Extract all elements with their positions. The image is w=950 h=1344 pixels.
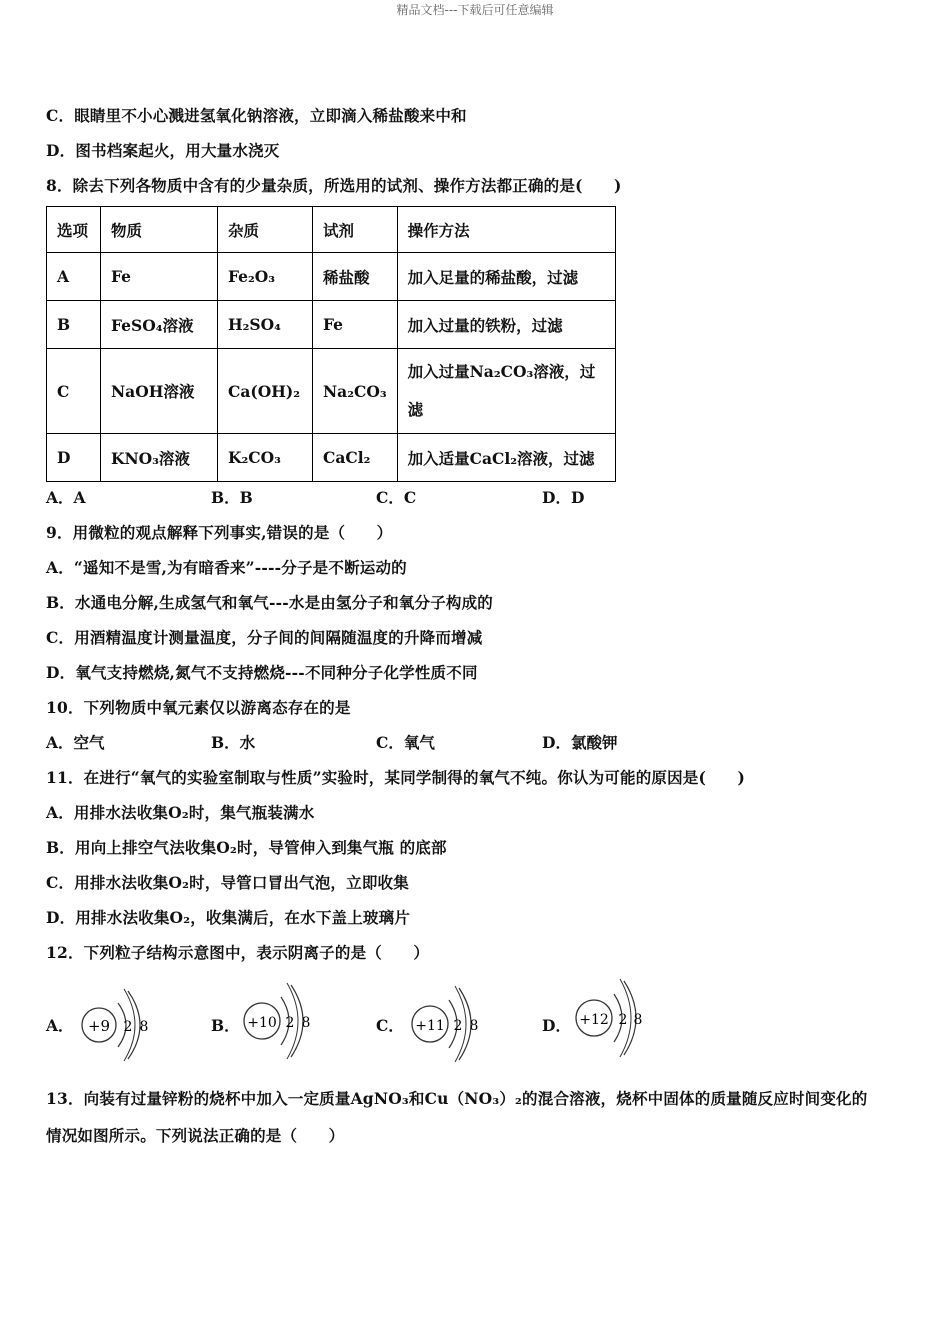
method-line: 滤 bbox=[407, 400, 424, 419]
q10-choice-b: B．水 bbox=[211, 733, 256, 752]
q9-stem: 9．用微粒的观点解释下列事实,错误的是（ ） bbox=[46, 523, 393, 542]
shell-electron-count: 2 bbox=[618, 1012, 628, 1028]
table-row bbox=[47, 301, 616, 349]
q9-option-b: B．水通电分解,生成氢气和氧气---水是由氢分子和氧分子构成的 bbox=[46, 593, 493, 612]
q12-choice-d-label: D． bbox=[542, 1016, 571, 1035]
q12-atom-diagram-c bbox=[409, 975, 489, 1067]
table-cell: Fe bbox=[313, 301, 398, 349]
q12-choice-b-label: B． bbox=[211, 1016, 240, 1035]
table-header-cell: 选项 bbox=[47, 207, 101, 253]
table-cell bbox=[397, 349, 615, 434]
table-cell: 加入足量的稀盐酸，过滤 bbox=[397, 253, 615, 301]
table-cell: NaOH溶液 bbox=[101, 349, 218, 434]
table-cell: Fe₂O₃ bbox=[218, 253, 313, 301]
nucleus-charge: +10 bbox=[247, 1015, 277, 1031]
table-cell: Ca(OH)₂ bbox=[218, 349, 313, 434]
table-header-row bbox=[47, 207, 616, 253]
q10-stem: 10．下列物质中氧元素仅以游离态存在的是 bbox=[46, 698, 351, 717]
q11-option-a: A．用排水法收集O₂时，集气瓶装满水 bbox=[46, 803, 315, 822]
table-header-cell: 物质 bbox=[101, 207, 218, 253]
q9-option-d: D．氧气支持燃烧,氮气不支持燃烧---不同种分子化学性质不同 bbox=[46, 663, 478, 682]
table-cell: Na₂CO₃ bbox=[313, 349, 398, 434]
table-cell: Fe bbox=[101, 253, 218, 301]
table-cell: 加入过量的铁粉，过滤 bbox=[397, 301, 615, 349]
table-row bbox=[47, 349, 616, 434]
nucleus-charge: +9 bbox=[87, 1017, 111, 1035]
shell-electron-count: 2 bbox=[453, 1018, 463, 1034]
q8-choice-d: D．D bbox=[542, 488, 585, 507]
q10-choice-c: C．氧气 bbox=[376, 733, 435, 752]
q8-choice-b: B．B bbox=[211, 488, 253, 507]
q12-choice-c-label: C． bbox=[376, 1016, 404, 1035]
table-cell: 稀盐酸 bbox=[313, 253, 398, 301]
shell-electron-count: 2 bbox=[123, 1019, 133, 1035]
shell-electron-count: 8 bbox=[139, 1019, 149, 1035]
q12-stem: 12．下列粒子结构示意图中，表示阴离子的是（ ） bbox=[46, 943, 430, 962]
q8-stem: 8．除去下列各物质中含有的少量杂质，所选用的试剂、操作方法都正确的是( ) bbox=[46, 176, 622, 195]
q12-atom-diagram-d bbox=[574, 975, 654, 1067]
q11-option-b: B．用向上排空气法收集O₂时，导管伸入到集气瓶 的底部 bbox=[46, 838, 447, 857]
table-cell: D bbox=[47, 434, 101, 482]
q7-option-c: C．眼睛里不小心溅进氢氧化钠溶液，立即滴入稀盐酸来中和 bbox=[46, 106, 467, 125]
nucleus-charge: +11 bbox=[415, 1018, 445, 1034]
q8-options-table bbox=[46, 206, 616, 482]
shell-electron-count: 8 bbox=[301, 1015, 311, 1031]
table-cell: C bbox=[47, 349, 101, 434]
table-cell: KNO₃溶液 bbox=[101, 434, 218, 482]
table-cell: A bbox=[47, 253, 101, 301]
q11-stem: 11．在进行“氧气的实验室制取与性质”实验时，某同学制得的氧气不纯。你认为可能的原因是( ) bbox=[46, 768, 745, 787]
q12-atom-diagram-b bbox=[241, 975, 321, 1067]
q10-choice-a: A．空气 bbox=[46, 733, 105, 752]
shell-electron-count: 8 bbox=[633, 1012, 643, 1028]
table-cell: K₂CO₃ bbox=[218, 434, 313, 482]
shell-electron-count: 8 bbox=[469, 1018, 479, 1034]
q13-stem-line1: 13．向装有过量锌粉的烧杯中加入一定质量AgNO₃和Cu（NO₃）₂的混合溶液，烧杯中固体的质量随反应时间变化的 bbox=[46, 1089, 868, 1108]
q12-choice-a-label: A． bbox=[46, 1016, 74, 1035]
table-cell: FeSO₄溶液 bbox=[101, 301, 218, 349]
q13-stem-line2: 情况如图所示。下列说法正确的是（ ） bbox=[46, 1126, 345, 1145]
table-header-cell: 试剂 bbox=[313, 207, 398, 253]
shell-electron-count: 2 bbox=[285, 1015, 295, 1031]
table-row bbox=[47, 434, 616, 482]
q9-option-a: A．“遥知不是雪,为有暗香来”----分子是不断运动的 bbox=[46, 558, 407, 577]
q12-atom-diagram-a bbox=[78, 975, 158, 1067]
q10-choice-d: D．氯酸钾 bbox=[542, 733, 618, 752]
table-row bbox=[47, 253, 616, 301]
q8-choice-c: C．C bbox=[376, 488, 417, 507]
q11-option-c: C．用排水法收集O₂时，导管口冒出气泡，立即收集 bbox=[46, 873, 409, 892]
table-cell: H₂SO₄ bbox=[218, 301, 313, 349]
q7-option-d: D．图书档案起火，用大量水浇灭 bbox=[46, 141, 280, 160]
q11-option-d: D．用排水法收集O₂，收集满后，在水下盖上玻璃片 bbox=[46, 908, 411, 927]
table-cell: CaCl₂ bbox=[313, 434, 398, 482]
q9-option-c: C．用酒精温度计测量温度，分子间的间隔随温度的升降而增减 bbox=[46, 628, 483, 647]
table-header-cell: 操作方法 bbox=[397, 207, 615, 253]
table-header-cell: 杂质 bbox=[218, 207, 313, 253]
nucleus-charge: +12 bbox=[579, 1012, 609, 1028]
method-line: 加入过量Na₂CO₃溶液，过 bbox=[407, 362, 596, 381]
table-cell: B bbox=[47, 301, 101, 349]
table-cell: 加入适量CaCl₂溶液，过滤 bbox=[397, 434, 615, 482]
page-header: 精品文档---下载后可任意编辑 bbox=[396, 3, 554, 17]
q8-choice-a: A．A bbox=[46, 488, 86, 507]
